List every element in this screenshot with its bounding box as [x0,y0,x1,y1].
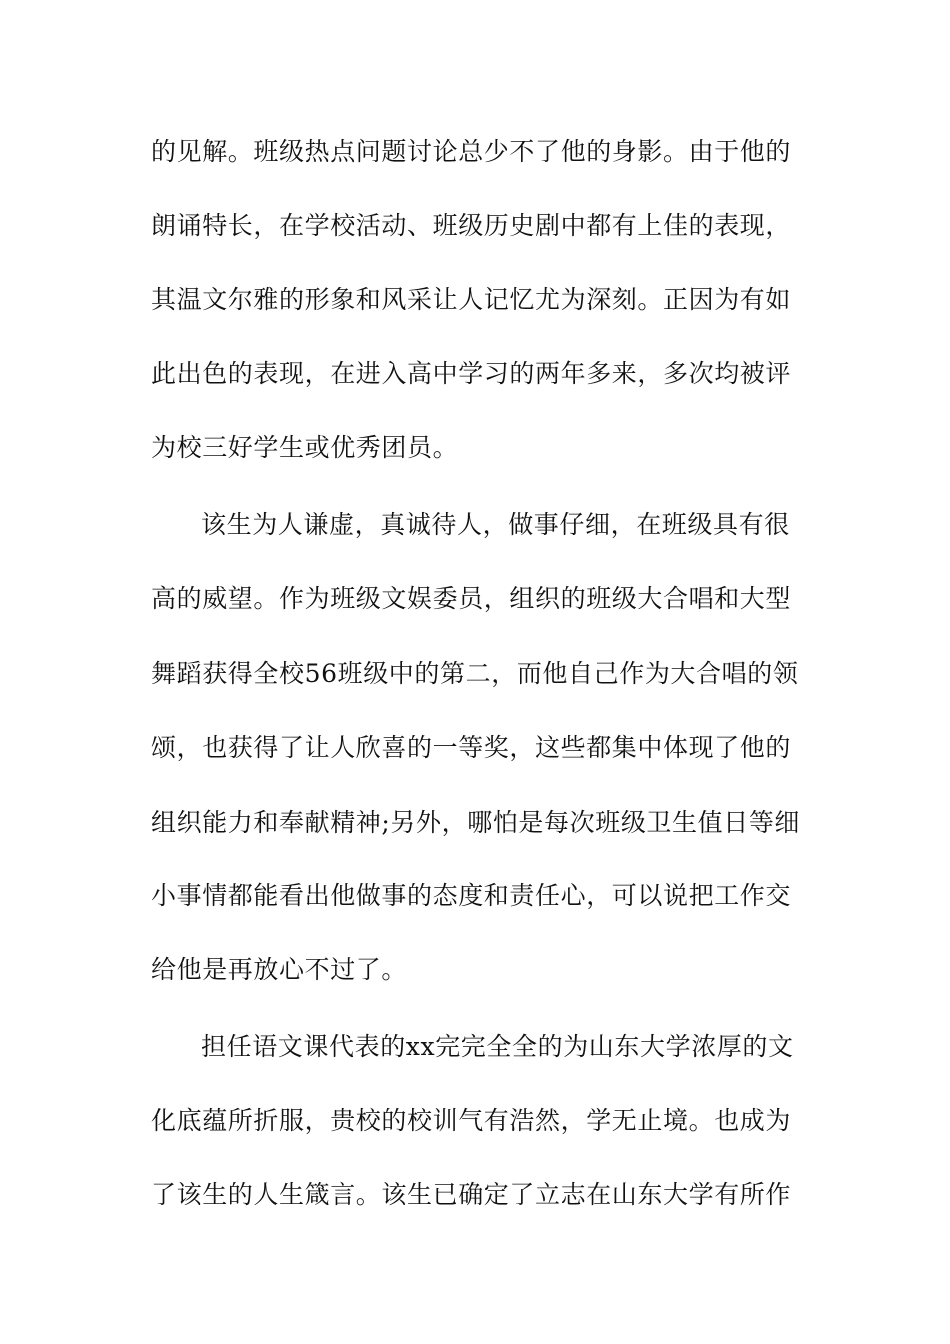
text-line: 化底蕴所折服，贵校的校训气有浩然，学无止境。也成为 [151,1106,792,1135]
text-line: 给他是再放心不过了。 [151,955,408,984]
text-line: 组织能力和奉献精神;另外，哪怕是每次班级卫生值日等细 [151,808,801,837]
text-line: 朗诵特长，在学校活动、班级历史剧中都有上佳的表现， [151,211,792,240]
text-line: 担任语文课代表的xx完完全全的为山东大学浓厚的文 [201,1032,794,1061]
text-line: 该生为人谦虚，真诚待人，做事仔细，在班级具有很 [201,510,790,539]
text-line: 了该生的人生箴言。该生已确定了立志在山东大学有所作 [151,1180,792,1209]
text-line: 颂，也获得了让人欣喜的一等奖，这些都集中体现了他的 [151,733,792,762]
text-line: 为校三好学生或优秀团员。 [151,433,459,462]
text-line: 其温文尔雅的形象和风采让人记忆尤为深刻。正因为有如 [151,285,792,314]
text-line: 的见解。班级热点问题讨论总少不了他的身影。由于他的 [151,137,792,166]
text-line: 高的威望。作为班级文娱委员，组织的班级大合唱和大型 [151,584,792,613]
text-line: 此出色的表现，在进入高中学习的两年多来，多次均被评 [151,359,792,388]
text-line: 小事情都能看出他做事的态度和责任心，可以说把工作交 [151,881,792,910]
text-line: 舞蹈获得全校56班级中的第二，而他自己作为大合唱的领 [151,659,799,688]
